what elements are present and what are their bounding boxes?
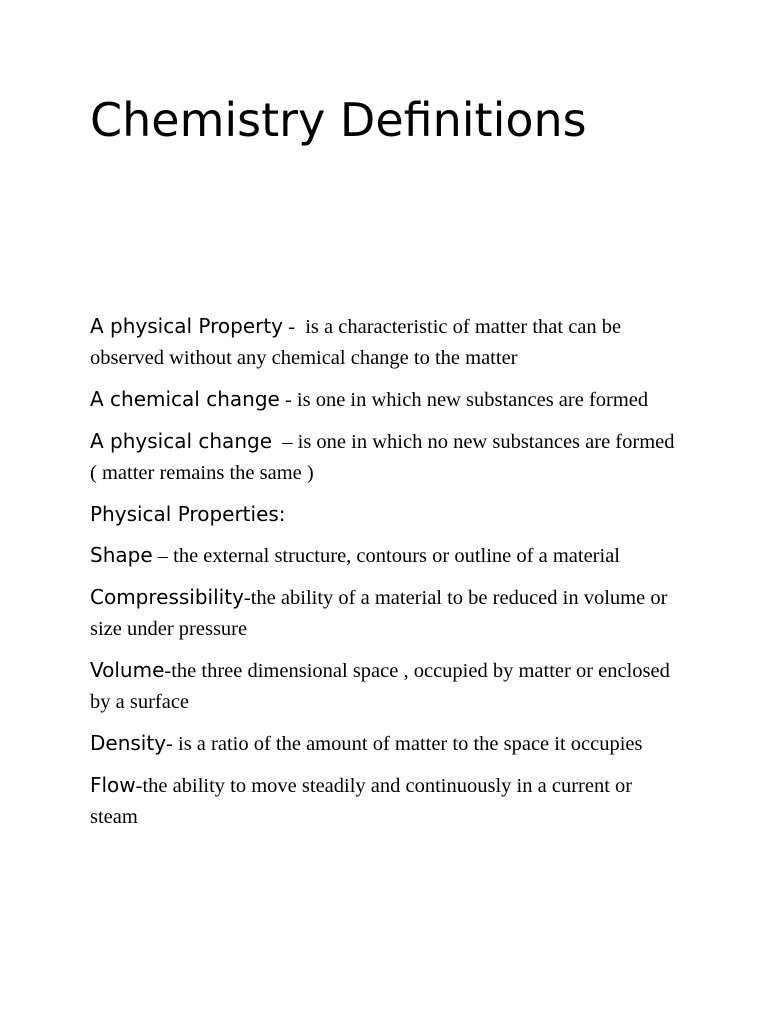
term-separator: - [279,389,297,411]
definition-text: the ability of a material to be reduced in volume or size under pressure [90,587,668,640]
definitions-list [90,311,682,843]
property-compressibility [90,582,682,645]
term-label: A physical Property [90,314,284,338]
property-volume [90,655,682,718]
term-separator: - [243,587,251,609]
physical-properties-heading: Physical Properties: [90,502,286,526]
definition-text: is a characteristic of matter that can be observed without any chemical change to the matter [90,316,622,369]
definition-physical-property [90,311,682,374]
term-separator: - [135,775,143,797]
property-density [90,728,682,760]
page-title: Chemistry Definitions [90,93,587,147]
term-separator: - [166,733,178,755]
term-separator: - [283,316,306,338]
definition-chemical-change [90,384,682,416]
term-separator: – [152,545,174,567]
term-label: Volume [90,658,165,682]
definition-text: is one in which new substances are formed [296,389,649,411]
term-label: Flow [90,773,136,797]
property-shape [90,540,682,572]
definition-text: is one in which no new substances are formed ( matter remains the same ) [90,431,675,484]
definition-text: the ability to move steadily and continuously in a current or steam [90,775,633,828]
property-flow [90,770,682,833]
term-label: Density [90,731,167,755]
term-label: Shape [90,543,153,567]
definition-text: is a ratio of the amount of matter to the space it occupies [178,733,643,755]
term-label: A physical change [90,429,272,453]
term-label: A chemical change [90,387,280,411]
term-label: Compressibility [90,585,244,609]
term-separator: – [272,431,298,453]
definition-physical-change [90,426,682,489]
definition-text: the three dimensional space , occupied by matter or enclosed by a surface [90,660,670,713]
term-separator: - [164,660,172,682]
definition-text: the external structure, contours or outline of a material [173,545,620,567]
